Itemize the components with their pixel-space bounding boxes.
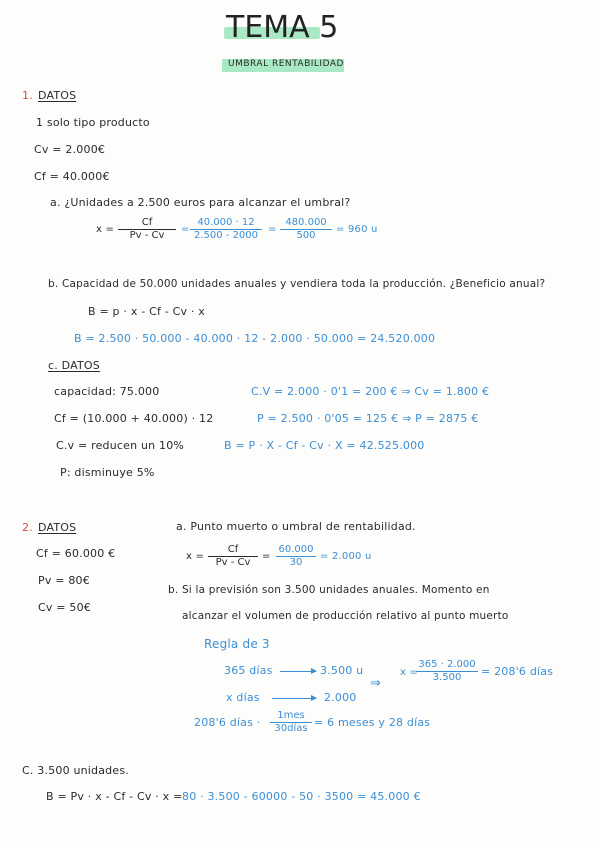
s1-question-b: b. Capacidad de 50.000 unidades anuales y vendiera toda la producción. ¿Beneficio anual? bbox=[48, 278, 546, 290]
s3-formula: B = Pv · x - Cf - Cv · x = bbox=[46, 790, 183, 803]
s1-a-x: x = bbox=[96, 224, 115, 235]
s1-data-line-3: Cf = 40.000€ bbox=[34, 170, 110, 183]
s2-x-fraction bbox=[416, 659, 478, 684]
s1-b-result: B = 2.500 · 50.000 - 40.000 · 12 - 2.000 · 50.000 = 24.520.000 bbox=[74, 332, 436, 345]
s2-rule-of-three-label: Regla de 3 bbox=[204, 637, 270, 651]
s2-conversion-left: 208'6 días · bbox=[194, 716, 261, 729]
s1-b-formula: B = p · x - Cf - Cv · x bbox=[88, 305, 206, 318]
s2-x-result: = 208'6 días bbox=[481, 665, 554, 678]
s1-data-line-2: Cv = 2.000€ bbox=[34, 143, 106, 156]
s1-c-result-1: C.V = 2.000 · 0'1 = 200 € ⇒ Cv = 1.800 € bbox=[251, 385, 490, 398]
s1-question-a: a. ¿Unidades a 2.500 euros para alcanzar el umbral? bbox=[50, 196, 351, 209]
s2-a-result: = 2.000 u bbox=[320, 551, 372, 562]
s2-a-fraction-formula bbox=[208, 544, 258, 569]
s1-c-result-2: P = 2.500 · 0'05 = 125 € ⇒ P = 2875 € bbox=[257, 412, 479, 425]
s2-a-f1-num: Cf bbox=[208, 544, 258, 557]
s1-c-heading: c. DATOS bbox=[48, 359, 100, 372]
s1-a-f3-num: 480.000 bbox=[280, 217, 332, 230]
s2-implies-arrow: ⇒ bbox=[370, 676, 382, 691]
s2-x-num: 365 · 2.000 bbox=[416, 659, 478, 672]
s2-rule-row1-left: 365 días bbox=[224, 664, 273, 677]
s2-question-a: a. Punto muerto o umbral de rentabilidad. bbox=[176, 520, 416, 533]
s1-a-result: = 960 u bbox=[336, 224, 378, 235]
s3-result: 80 · 3.500 - 60000 - 50 · 3500 = 45.000 € bbox=[182, 790, 421, 803]
s1-a-fraction-formula bbox=[118, 217, 176, 242]
s2-conversion-fraction bbox=[270, 710, 312, 735]
s1-c-line-1: capacidad: 75.000 bbox=[54, 385, 160, 398]
section-2-heading: DATOS bbox=[38, 521, 77, 534]
s1-a-fraction-values bbox=[190, 217, 262, 242]
s2-conversion-result: = 6 meses y 28 días bbox=[314, 716, 431, 729]
s2-rule-row2-left: x días bbox=[226, 691, 260, 704]
page-title: TEMA 5 bbox=[226, 10, 339, 45]
s1-a-f2-den: 2.500 - 2000 bbox=[193, 230, 259, 241]
s2-data-line-2: Pv = 80€ bbox=[38, 574, 90, 587]
s2-a-f1-den: Pv - Cv bbox=[215, 557, 251, 568]
s2-conv-num: 1mes bbox=[270, 710, 312, 723]
s2-conv-den: 30días bbox=[274, 723, 308, 734]
s1-c-line-2: Cf = (10.000 + 40.000) · 12 bbox=[54, 412, 214, 425]
s1-a-f1-num: Cf bbox=[118, 217, 176, 230]
s2-a-f2-num: 60.000 bbox=[276, 544, 316, 557]
s1-c-result-3: B = P · X - Cf - Cv · X = 42.525.000 bbox=[224, 439, 425, 452]
s2-a-eq: = bbox=[262, 551, 271, 562]
s2-a-fraction-values bbox=[276, 544, 316, 569]
s1-a-f1-den: Pv - Cv bbox=[129, 230, 165, 241]
page-subtitle: UMBRAL RENTABILIDAD bbox=[228, 59, 344, 69]
s2-data-line-3: Cv = 50€ bbox=[38, 601, 91, 614]
s2-data-line-1: Cf = 60.000 € bbox=[36, 547, 116, 560]
section-2-number: 2. bbox=[22, 521, 33, 534]
s1-a-f2-num: 40.000 · 12 bbox=[190, 217, 262, 230]
s2-rule-row2-right: 2.000 bbox=[324, 691, 357, 704]
s1-a-eq2: = bbox=[268, 224, 277, 235]
s1-a-fraction-simplified bbox=[280, 217, 332, 242]
s2-a-f2-den: 30 bbox=[289, 557, 303, 568]
s2-question-b-line-2: alcanzar el volumen de producción relativo al punto muerto bbox=[182, 610, 509, 622]
s2-x-den: 3.500 bbox=[432, 672, 462, 683]
section-1-number: 1. bbox=[22, 89, 33, 102]
s2-rule-row1-arrow bbox=[280, 671, 316, 672]
s2-rule-row2-arrow bbox=[272, 698, 316, 699]
s1-a-f3-den: 500 bbox=[296, 230, 316, 241]
s1-data-line-1: 1 solo tipo producto bbox=[36, 116, 150, 129]
s1-c-line-4: P: disminuye 5% bbox=[60, 466, 155, 479]
s1-c-line-3: C.v = reducen un 10% bbox=[56, 439, 185, 452]
section-1-heading: DATOS bbox=[38, 89, 77, 102]
s2-question-b-line-1: b. Si la previsión son 3.500 unidades anuales. Momento en bbox=[168, 584, 490, 596]
s2-a-x: x = bbox=[186, 551, 205, 562]
s3-heading: C. 3.500 unidades. bbox=[22, 764, 129, 777]
s1-a-eq1: = bbox=[181, 224, 190, 235]
s2-rule-row1-right: 3.500 u bbox=[320, 664, 364, 677]
s2-x-eq: x = bbox=[400, 667, 419, 678]
